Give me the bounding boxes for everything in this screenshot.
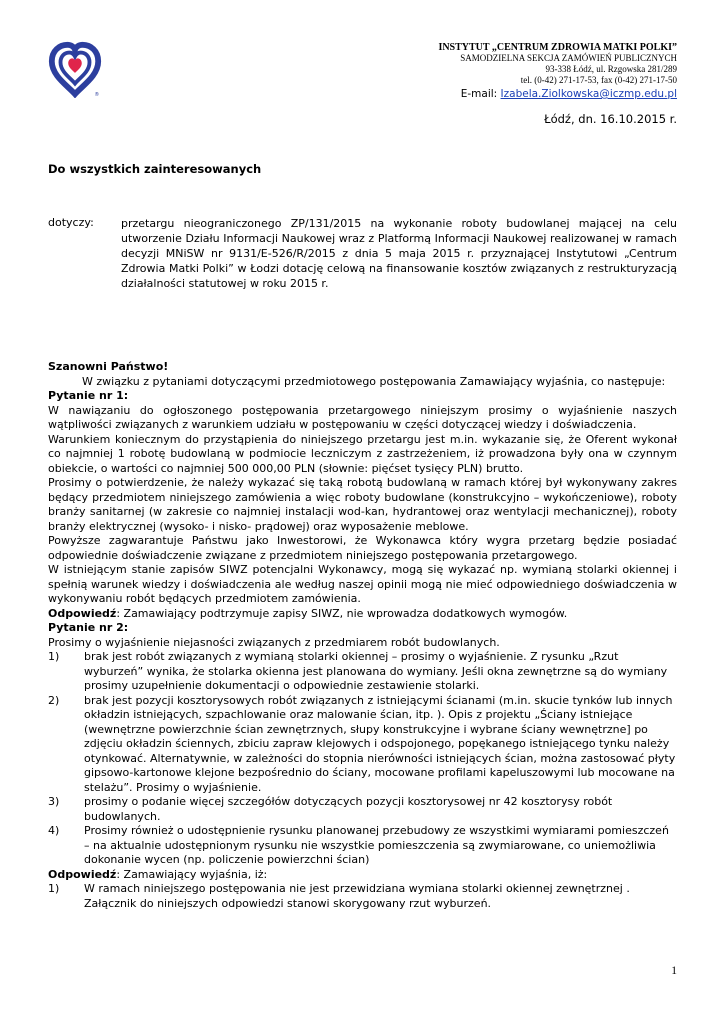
question-1-paragraph: W nawiązaniu do ogłoszonego postępowania przetargowego niniejszym prosimy o wyjaśnienie naszych wątpliwości związanych z warunkiem udziału w postępowaniu w części dotyczącej wiedzy i doświadczenia.	[48, 403, 677, 431]
answer-text: : Zamawiający wyjaśnia, iż:	[116, 867, 268, 881]
email-label: E-mail:	[460, 88, 501, 100]
list-text: W ramach niniejszego postępowania nie jest przewidziana wymiana stolarki okiennej zewnętrznej . Załącznik do niniejszych odpowiedzi stanowi skorygowany rzut wyburzeń.	[84, 882, 630, 910]
question-1-paragraph: Warunkiem koniecznym do przystąpienia do niniejszego przetargu jest m.in. wykazanie się, że Oferent wykonał co najmniej 1 robotę budowlaną w podmiocie leczniczym z zastrzeżeniem, iż prowadzona były ona w czynnym obiekcie, o wartości co najmniej 500 000,00 PLN (słownie: pięćset tysięcy PLN) brutto.	[48, 432, 677, 475]
question-1-title: Pytanie nr 1:	[48, 389, 129, 402]
intro-text: W związku z pytaniami dotyczącymi przedmiotowego postępowania Zamawiający wyjaśnia, co następuje:	[82, 374, 666, 388]
page-number: 1	[671, 965, 677, 977]
answer-2-list	[48, 882, 677, 911]
list-text: brak jest robót związanych z wymianą stolarki okiennej – prosimy o wyjaśnienie. Z rysunku „Rzut wyburzeń” wynika, że stolarka okienna jest planowana do wymiany. Jeśli okna zewnętrzne są do wymiany prosimy uzupełnienie dokumentacji o odpowiednie zestawienie stolarki.	[84, 650, 668, 692]
list-item	[48, 824, 677, 868]
list-item	[48, 882, 677, 911]
institute-phone: tel. (0-42) 271-17-53, fax (0-42) 271-17-50	[520, 75, 677, 85]
list-text: Prosimy również o udostępnienie rysunku planowanej przebudowy ze wszystkimi wymiarami pomieszczeń – na aktualnie udostępnionym rysunku nie wszystkie pomieszczenia są zwymiarowane, co uniemożliwia dokonanie wycen (np. policzenie powierzchni ścian)	[84, 824, 669, 866]
question-1-paragraph: Prosimy o potwierdzenie, że należy wykazać się taką robotą budowlaną w ramach której był wykonywany zakres będący przedmiotem niniejszego zamówienia a więc roboty budowlane (konstrukcyjno – wykończeniowe), roboty branży sanitarnej (w zakresie co najmniej instalacji wod-kan, hydrantowej oraz wentylacji mechanicznej), roboty branży elektrycznej (wysoko- i nisko- prądowej) oraz wyposażenie meblowe.	[48, 476, 677, 533]
question-2-title: Pytanie nr 2:	[48, 621, 129, 634]
list-item	[48, 694, 677, 796]
subject-label: dotyczy:	[48, 216, 94, 229]
answer-label: Odpowiedź	[48, 606, 117, 620]
list-number: 3)	[48, 795, 60, 808]
email-link[interactable]: Izabela.Ziolkowska@iczmp.edu.pl	[500, 88, 677, 100]
list-number: 1)	[48, 882, 60, 895]
list-item	[48, 795, 677, 824]
question-2-list	[48, 650, 677, 868]
answer-text: : Zamawiający podtrzymuje zapisy SIWZ, nie wprowadza dodatkowych wymogów.	[116, 606, 568, 620]
institute-name: INSTYTUT „CENTRUM ZDROWIA MATKI POLKI”	[438, 42, 677, 53]
section-name: SAMODZIELNA SEKCJA ZAMÓWIEŃ PUBLICZNYCH	[460, 53, 677, 63]
letter-body	[48, 360, 677, 911]
institute-address: 93-338 Łódź, ul. Rzgowska 281/289	[545, 64, 677, 74]
question-1-paragraph: Powyższe zagwarantuje Państwu jako Inwestorowi, że Wykonawca który wygra przetarg będzie posiadać odpowiednie doświadczenie związane z przedmiotem niniejszego postępowania przetargowego.	[48, 534, 677, 562]
list-item	[48, 650, 677, 694]
answer-1	[48, 607, 677, 622]
greeting: Szanowni Państwo!	[48, 360, 169, 373]
list-number: 2)	[48, 693, 60, 707]
question-2-intro: Prosimy o wyjaśnienie niejasności związanych z przedmiarem robót budowlanych.	[48, 635, 500, 649]
answer-label: Odpowiedź	[48, 867, 117, 881]
list-number: 4)	[48, 824, 60, 837]
institute-logo-icon	[46, 40, 104, 98]
addressee: Do wszystkich zainteresowanych	[48, 162, 262, 176]
svg-text:®: ®	[94, 93, 100, 98]
email-line	[438, 87, 677, 101]
letterhead	[438, 42, 677, 101]
list-text: prosimy o podanie więcej szczegółów dotyczących pozycji kosztorysowej nr 42 kosztorysy robót budowlanych.	[84, 795, 613, 823]
list-text: brak jest pozycji kosztorysowych robót związanych z istniejącymi ścianami (m.in. skucie tynków lub innych okładzin istniejących, szpachlowanie oraz malowanie ścian, itp. ). Opis z projektu „Ściany istniejące (wewnętrzne powierzchnie ścian zewnętrznych, słupy konstrukcyjne i wybrane ściany wewnętrzne] po zdjęciu okładzin ściennych, zbiciu zapraw klejowych i odspojonego, popękanego istniejącego tynku należy otynkować. Alternatywnie, w zależności do stopnia nierówności istniejących ścian, można zastosować płyty gipsowo-kartonowe klejone bezpośrednio do ściany, mocowane profilami kapeluszowymi lub mocowane na stelażu”. Prosimy o wyjaśnienie.	[84, 693, 676, 794]
answer-2	[48, 868, 677, 883]
letter-date: Łódź, dn. 16.10.2015 r.	[544, 112, 677, 126]
subject-text: przetargu nieograniczonego ZP/131/2015 na wykonanie roboty budowlanej mającej na celu utworzenie Działu Informacji Naukowej wraz z Platformą Informacji Naukowej realizowanej w ramach decyzji MNiSW nr 9131/E-526/R/2015 z dnia 5 maja 2015 r. przyznającej Instytutowi „Centrum Zdrowia Matki Polki” w Łodzi dotację celową na finansowanie kosztów związanych z restrukturyzacją działalności statutowej w roku 2015 r.	[121, 217, 677, 290]
question-1-paragraph: W istniejącym stanie zapisów SIWZ potencjalni Wykonawcy, mogą się wykazać np. wymianą stolarki okiennej i spełnią warunek wiedzy i doświadczenia ale według naszej opinii mogą nie mieć odpowiedniego doświadczenia w wykonywaniu robót będących przedmiotem zamówienia.	[48, 563, 677, 605]
list-number: 1)	[48, 650, 60, 663]
